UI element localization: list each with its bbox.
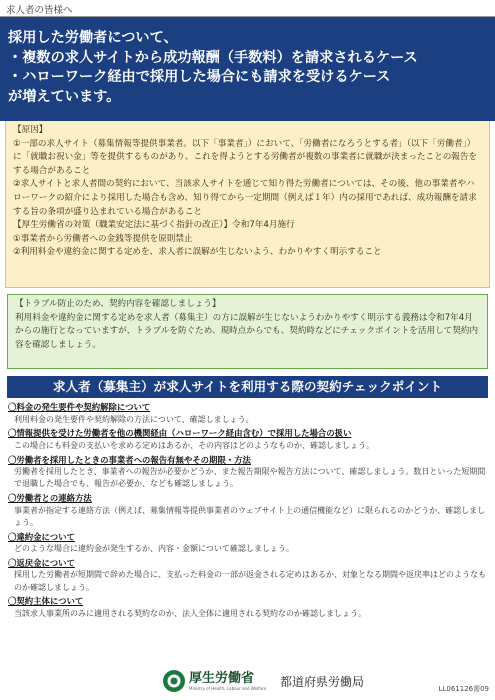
cause-heading: 【原因】: [13, 125, 48, 135]
checklist-item-body: 労働者を採用したとき、事業者への報告が必要かどうか、また報告期限や報告方法について、確認しましょう。数日といった短期間で退職した場合でも、報告が必要か、なども確認しましょう。: [14, 467, 486, 489]
bureau-name: 都道府県労働局: [280, 675, 365, 689]
checklist-item-body: この場合にも料金の支払いを求める定めはあるか、その内容はどのようなものか、確認しましょう。: [14, 440, 374, 450]
checklist-item-title: 〇契約主体について: [8, 596, 84, 607]
headline-line-4: が増えています。: [8, 88, 121, 105]
document-code: LL061126需09: [438, 685, 489, 693]
checklist-item: [8, 531, 489, 557]
checklist-item: [8, 557, 489, 596]
checklist-item-title: 〇労働者との連絡方法: [8, 493, 92, 504]
cause-section: [5, 121, 490, 288]
headline-line-3: ・ハローワーク経由で採用した場合にも請求を受けるケース: [8, 69, 391, 85]
ministry-mark-icon: [162, 669, 186, 693]
checklist-item-body: 当該求人事業所のみに適用される契約なのか、法人全体に適用される契約なのか確認しましょう。: [14, 608, 366, 618]
checklist-item: [8, 427, 489, 453]
checklist-item: [8, 595, 489, 621]
checklist-item-title: 〇返戻金について: [8, 557, 75, 568]
tip-box: [7, 294, 488, 369]
measures-heading: 【厚生労働省の対策（職業安定法に基づく指針の改正）】令和7年4月施行: [13, 220, 295, 231]
measure-1: ①事業者から労働者への金銭等提供を原則禁止: [13, 233, 193, 244]
checklist-item-title: 〇労働者を採用したときの事業者への報告有無やその期限・方法: [8, 454, 251, 465]
headline-line-2: ・複数の求人サイトから成功報酬（手数料）を請求されるケース: [8, 49, 418, 66]
checklist-item: [8, 492, 489, 531]
checklist-item: [8, 454, 489, 493]
checklist-item-body: 採用した労働者が短期間で辞めた場合に、支払った料金の一部が返金される定めはあるか、対象となる期間や返戻率はどのようなものか確認しましょう。: [14, 570, 486, 592]
logo-wordmark: 厚生労働省: [189, 670, 255, 686]
checklist-item-body: どのような場合に違約金が発生するか、内容・金額について確認しましょう。: [14, 544, 294, 554]
measure-2: ②利用料金や違約金に関する定めを、求人者に誤解が生じないよう、わかりやすく明示すること: [13, 247, 382, 258]
headline-line-1: 採用した労働者について、: [8, 30, 178, 46]
checklist-item-title: 〇違約金について: [8, 531, 75, 542]
checklist-item-body: 利用料金の発生要件や契約解除の方法について、確認しましょう。: [14, 414, 254, 424]
cause-point-2: ②求人サイトと求人者間の契約において、当該求人サイトを通じて知り得た労働者については、その後、他の事業者やハローワークの紹介により採用した場合も含め、知り得てから一定期間（例えば１年）内の採用であれば、成功報酬を請求する旨の条項が盛り込まれている場合があること: [13, 179, 477, 217]
tip-text: 利用料金や違約金に関する定めを求人者（募集主）の方に誤解が生じないようわかりやすく明示する義務は令和7年4月からの施行となっていますが、トラブルを防ぐため、現時点からでも、契約時などにチェックポイントを活用して契約内容を確認しましょう。: [15, 312, 479, 350]
checklist-item-title: 〇料金の発生要件や契約解除について: [8, 402, 151, 412]
checklist-item: [8, 401, 489, 427]
checklist-title: 求人者（募集主）が求人サイトを利用する際の契約チェックポイント: [7, 376, 488, 398]
audience-label: 求人者の皆様へ: [6, 5, 73, 16]
checklist-item-body: 事業者が指定する連絡方法（例えば、募集情報等提供事業者のウェブサイト上の通信機能など）に限られるのかどうか、確認しましょう。: [14, 505, 486, 527]
footer: [0, 666, 495, 700]
tip-heading: 【トラブル防止のため、契約内容を確認しましょう】: [15, 299, 221, 309]
headline-banner: [0, 17, 495, 121]
ministry-logo: [162, 669, 266, 693]
checklist-item-title: 〇情報提供を受けた労働者を他の機関経由（ハローワーク経由含む）で採用した場合の扱い: [8, 428, 352, 439]
cause-point-1: ①一部の求人サイト（募集情報等提供事業者。以下「事業者」）において、「労働者になろうとする者」（以下「労働者」）に「就職お祝い金」等を提供するものがあり、これを得ようとする労働者が複数の事業者に就職が決まったことの報告をする場合があること: [13, 138, 478, 176]
logo-subtext: Ministry of Health, Labour and Welfare: [189, 685, 267, 691]
checklist-items: [8, 401, 489, 622]
